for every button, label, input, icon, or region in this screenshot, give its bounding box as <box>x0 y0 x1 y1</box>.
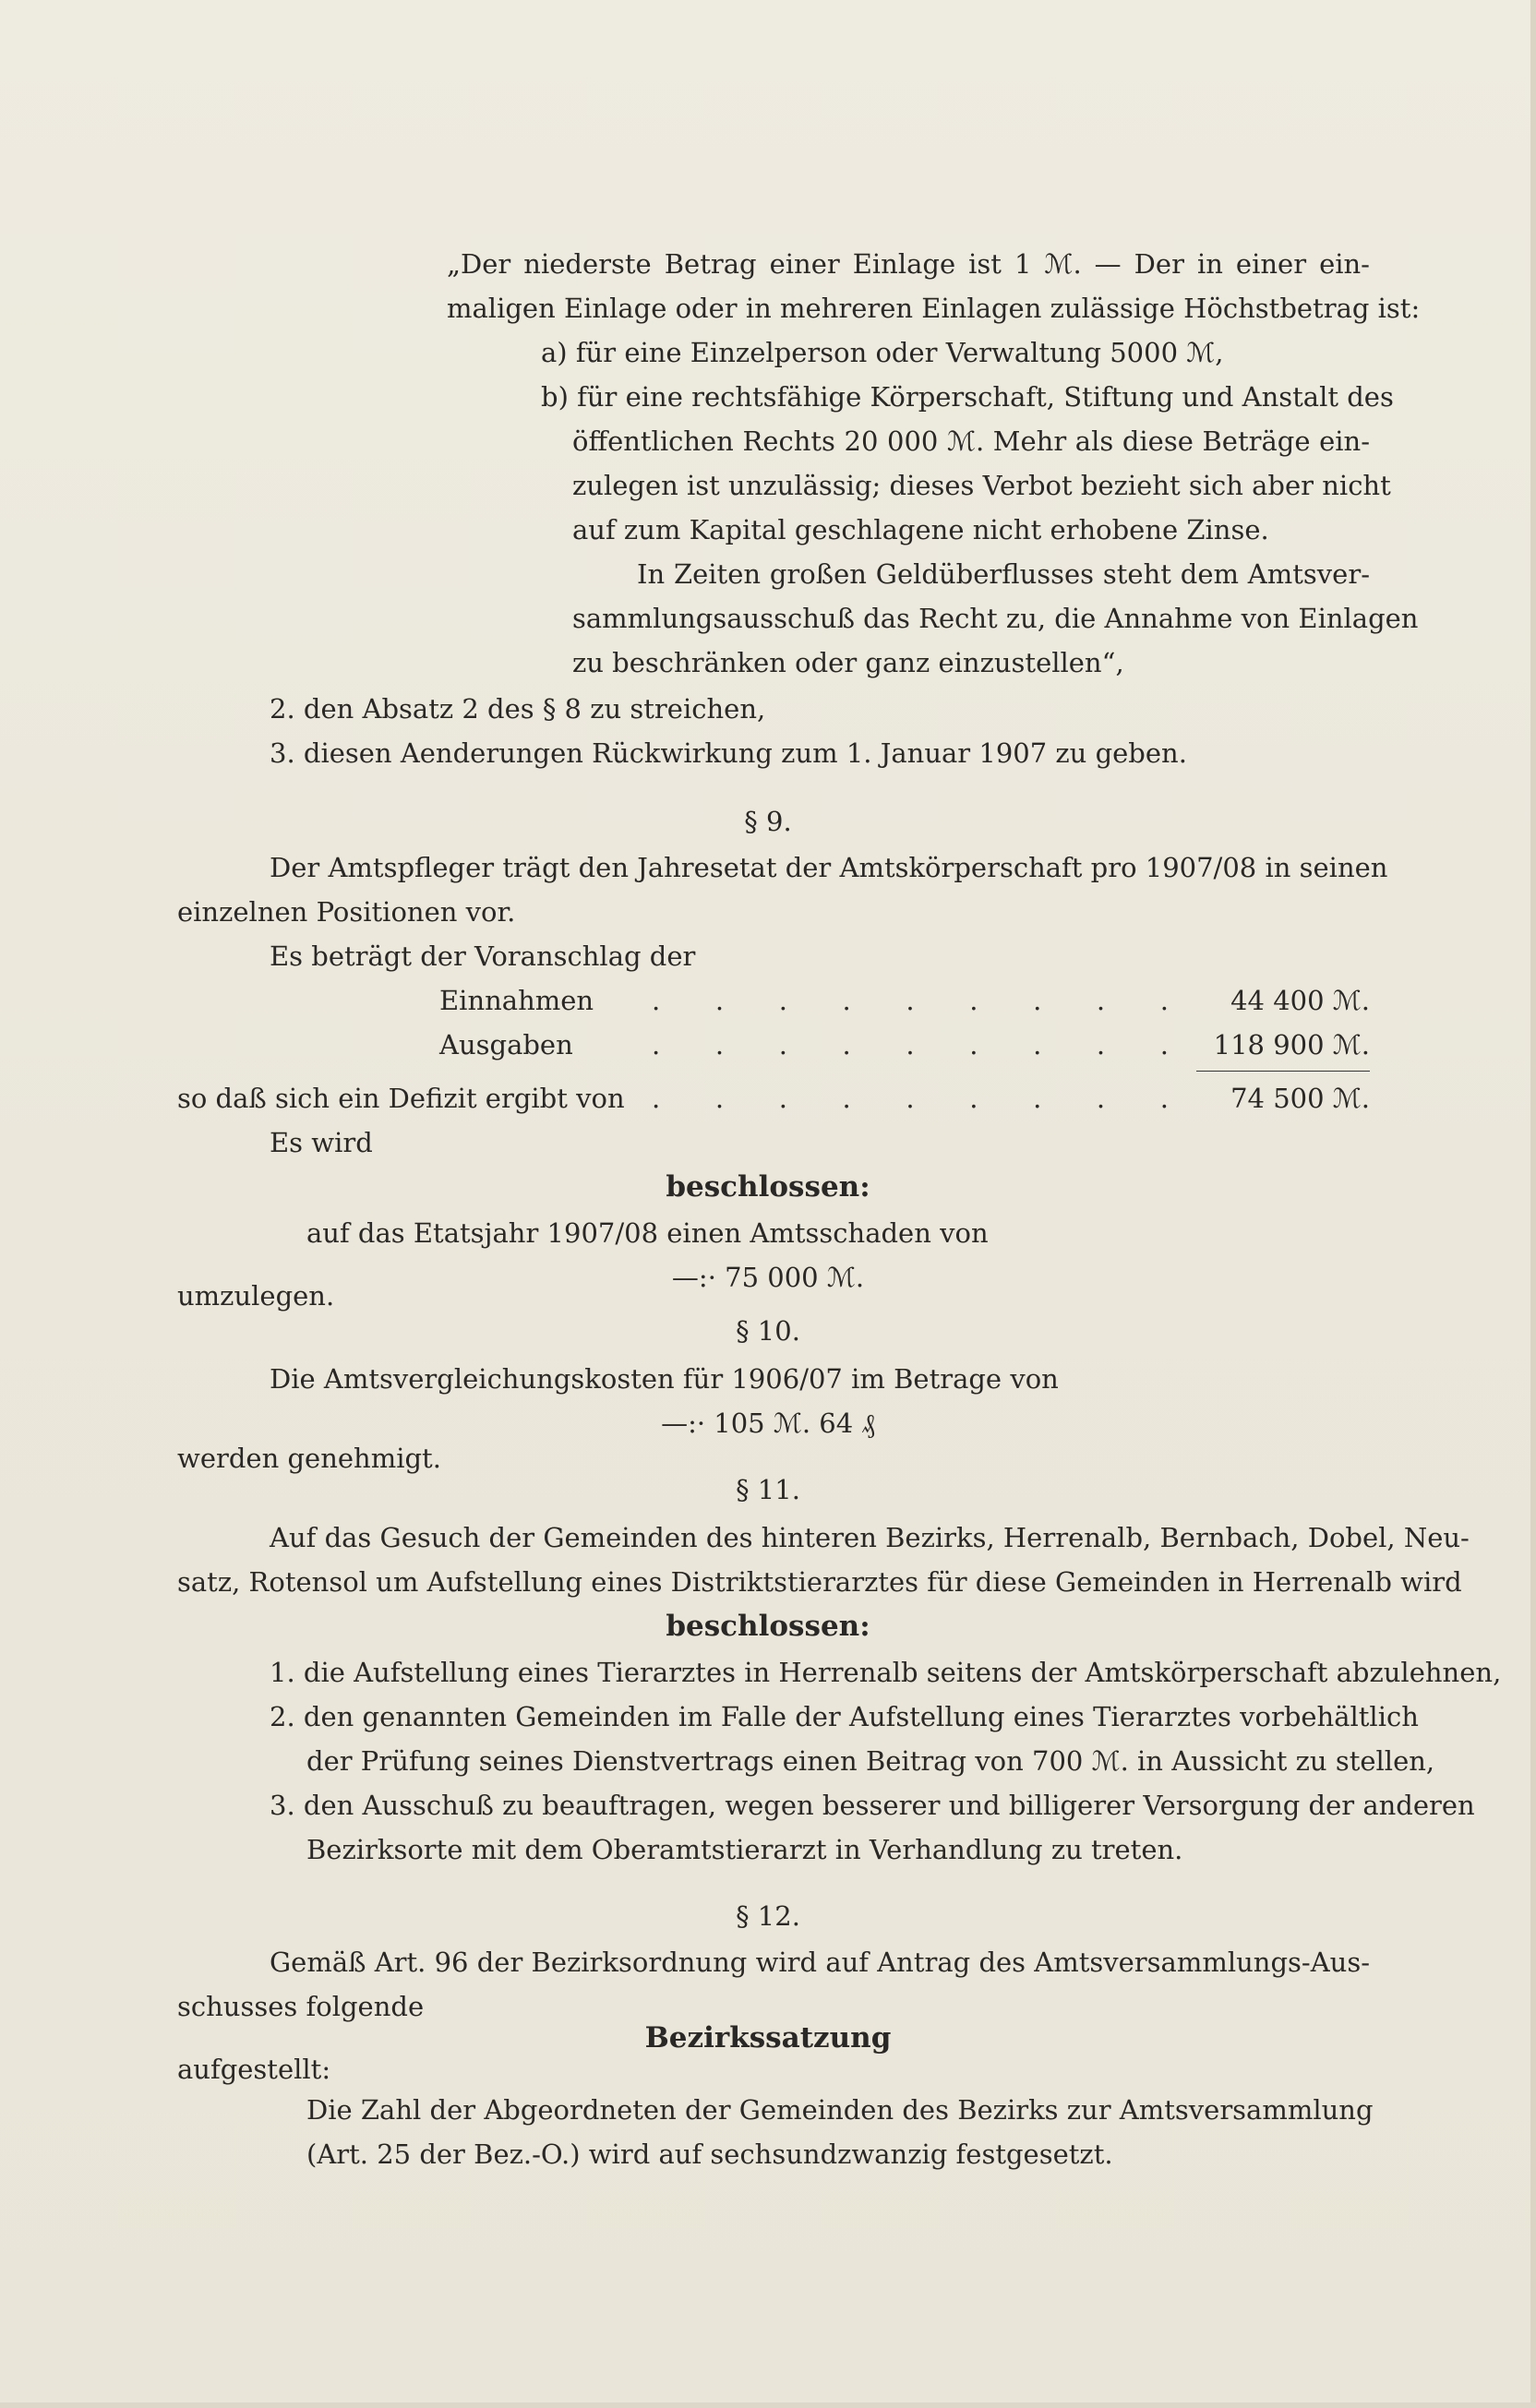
text-line: der Prüfung seines Dienstvertrags einen Beitrag von 700 ℳ. in Aussicht zu stellen, <box>306 1745 1435 1777</box>
text-line: In Zeiten großen Geldüberflusses steht dem Amtsver- <box>637 558 1370 590</box>
list-item-2: 2. den Absatz 2 des § 8 zu streichen, <box>270 693 766 725</box>
text-line: auf zum Kapital geschlagene nicht erhobene Zinse. <box>572 514 1269 545</box>
amount-line: —:· 105 ℳ. 64 ₰ <box>661 1408 875 1439</box>
page-edge <box>0 2402 1536 2408</box>
dot-leader: . . . . . . . . . <box>652 985 1169 1016</box>
list-item-1: 1. die Aufstellung eines Tierarztes in Herrenalb seitens der Amtskörperschaft abzulehnen, <box>270 1657 1502 1688</box>
budget-label-ausgaben: Ausgaben <box>439 1029 573 1060</box>
text-line: „Der niederste Betrag einer Einlage ist 1 ℳ. — Der in einer ein- <box>447 248 1370 280</box>
text-line: Auf das Gesuch der Gemeinden des hinteren Bezirks, Herrenalb, Bernbach, Dobel, Neu- <box>270 1522 1470 1553</box>
text-line: satz, Rotensol um Aufstellung eines Distriktstierarztes für diese Gemeinden in Herrenalb wird <box>177 1566 1462 1598</box>
text-line: Der Amtspfleger trägt den Jahresetat der Amtskörperschaft pro 1907/08 in seinen <box>270 852 1388 883</box>
text-line: zulegen ist unzulässig; dieses Verbot bezieht sich aber nicht <box>572 470 1391 501</box>
text-line: maligen Einlage oder in mehreren Einlagen zulässige Höchstbetrag ist: <box>447 293 1421 324</box>
section-heading-10: § 10. <box>736 1315 800 1347</box>
text-line: Die Zahl der Abgeordneten der Gemeinden des Bezirks zur Amtsversammlung <box>306 2094 1374 2126</box>
text-line: sammlungsausschuß das Recht zu, die Annahme von Einlagen <box>572 603 1419 634</box>
text-line: werden genehmigt. <box>177 1443 441 1474</box>
text-line: (Art. 25 der Bez.-O.) wird auf sechsundzwanzig festgesetzt. <box>306 2138 1113 2170</box>
dot-leader: . . . . . . . . . <box>652 1029 1169 1060</box>
text-line: schusses folgende <box>177 1991 425 2022</box>
text-line: Bezirksorte mit dem Oberamtstierarzt in Verhandlung zu treten. <box>306 1834 1183 1865</box>
statute-heading: Bezirkssatzung <box>644 2021 892 2055</box>
list-item-3: 3. diesen Aenderungen Rückwirkung zum 1. Januar 1907 zu geben. <box>270 737 1187 769</box>
list-item-a: a) für eine Einzelperson oder Verwaltung 5000 ℳ, <box>541 337 1224 368</box>
section-heading-11: § 11. <box>736 1474 800 1505</box>
amount-defizit: 74 500 ℳ. <box>1230 1083 1370 1114</box>
list-item-b: b) für eine rechtsfähige Körperschaft, Stiftung und Anstalt des <box>541 381 1394 413</box>
section-heading-9: § 9. <box>744 806 792 837</box>
amount-ausgaben: 118 900 ℳ. <box>1213 1029 1370 1060</box>
text-line: öffentlichen Rechts 20 000 ℳ. Mehr als diese Beträge ein- <box>572 425 1370 457</box>
list-item-3: 3. den Ausschuß zu beauftragen, wegen besserer und billigerer Versorgung der anderen <box>270 1790 1475 1821</box>
resolution-heading: beschlossen: <box>666 1610 870 1643</box>
amount-line: —:· 75 000 ℳ. <box>671 1262 865 1293</box>
text-line: einzelnen Positionen vor. <box>177 896 516 928</box>
sum-rule <box>1196 1071 1370 1072</box>
page-edge <box>1530 0 1536 2408</box>
text-line: Gemäß Art. 96 der Bezirksordnung wird auf Antrag des Amtsversammlungs-Aus- <box>270 1947 1371 1978</box>
text-line: auf das Etatsjahr 1907/08 einen Amtsschaden von <box>306 1217 989 1249</box>
budget-label-einnahmen: Einnahmen <box>439 985 594 1016</box>
text-line: Es beträgt der Voranschlag der <box>270 940 696 972</box>
text-line: Die Amtsvergleichungskosten für 1906/07 im Betrage von <box>270 1363 1059 1395</box>
list-item-2: 2. den genannten Gemeinden im Falle der Aufstellung eines Tierarztes vorbehältlich <box>270 1701 1419 1732</box>
section-heading-12: § 12. <box>736 1900 800 1932</box>
resolution-heading: beschlossen: <box>666 1170 870 1204</box>
dot-leader: . . . . . . . . . <box>652 1083 1169 1114</box>
text-line: Es wird <box>270 1127 373 1158</box>
budget-label-defizit: so daß sich ein Defizit ergibt von <box>177 1083 625 1114</box>
text-line: aufgestellt: <box>177 2054 331 2085</box>
text-line: umzulegen. <box>177 1280 335 1312</box>
amount-einnahmen: 44 400 ℳ. <box>1230 985 1370 1016</box>
text-line: zu beschränken oder ganz einzustellen“, <box>572 647 1124 678</box>
